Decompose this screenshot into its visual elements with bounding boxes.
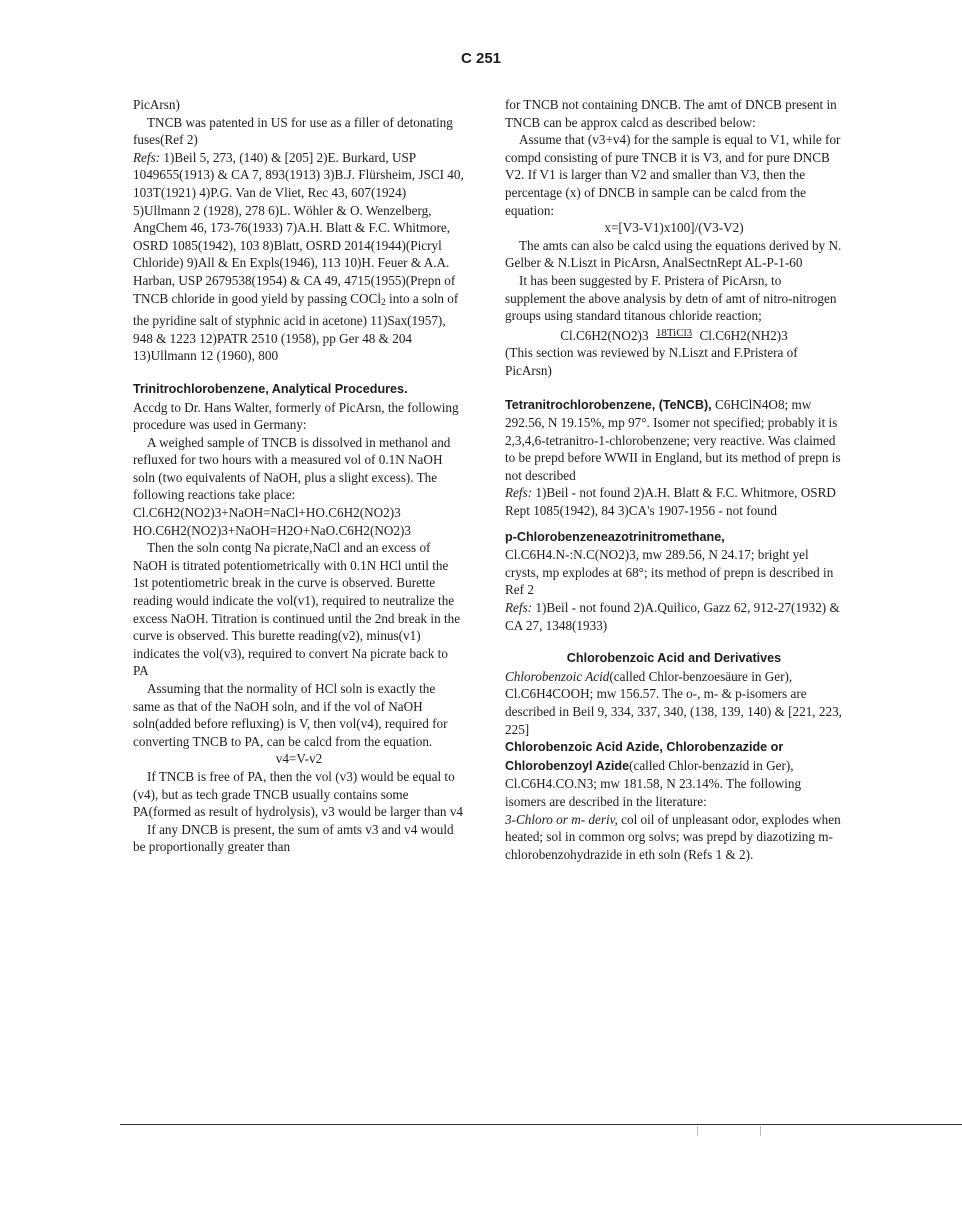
right-column xyxy=(505,96,843,863)
references: Refs: 1)Beil - not found 2)A.Quilico, Gazz 62, 912-27(1932) & CA 27, 1348(1933) xyxy=(505,600,840,633)
paragraph: If any DNCB is present, the sum of amts v3 and v4 would be proportionally greater than xyxy=(133,821,454,855)
entry-tencb: Tetranitrochlorobenzene, (TeNCB), C6HClN4O8; mw 292.56, N 19.15%, mp 97°. Isomer not specified; probably it is 2,3,4,6-tetranitro-1-chlorobenzene; very reactive. Was claimed to be prepd before WWII in England, but its method of prepn is not described xyxy=(505,396,841,483)
footer-tick xyxy=(697,1126,698,1136)
equation: v4=V-v2 xyxy=(275,751,323,767)
reaction-arrow: 18TiCl3 xyxy=(655,326,693,339)
entry-azide: Chlorobenzoic Acid Azide, Chlorobenzazide or Chlorobenzoyl Azide(called Chlor-benzazid in Ger), Cl.C6H4.CO.N3; mw 181.58, N 23.14%. The following isomers are described in the literature: xyxy=(505,740,802,809)
equation: x=[V3-V1)x100]/(V3-V2) xyxy=(604,220,744,236)
paragraph: Assuming that the normality of HCl soln is exactly the same as that of the NaOH soln, and if the vol of NaOH soln(added before refluxing) is V, then vol(v4), required for converting TNCB to PA, can be calcd from the equation. xyxy=(133,681,448,749)
paragraph: Accdg to Dr. Hans Walter, formerly of PicArsn, the following procedure was used in Germany: xyxy=(133,399,459,433)
paragraph: A weighed sample of TNCB is dissolved in methanol and refluxed for two hours with a measured vol of 0.1N NaOH soln (two equivalents of NaOH, plus a slight excess). The following reactions take place: xyxy=(133,434,451,503)
paragraph: (This section was reviewed by N.Liszt and F.Pristera of PicArsn) xyxy=(505,345,798,378)
entry-title: Chlorobenzoic Acid Azide, Chlorobenzazide or Chlorobenzoyl Azide xyxy=(505,740,784,773)
references: Refs: 1)Beil 5, 273, (140) & [205] 2)E. Burkard, USP 1049655(1913) & CA 7, 893(1913) 3)B.J. Flürsheim, JSCI 40, 103T(1921) 4)P.G. Van de Vliet, Rec 43, 607(1924) 5)Ullmann 2 (1928), 278 6)L. Wöhler & O. Wenzelberg, AngChem 46, 173-76(1933) 7)A.H. Blatt & F.C. Whitmore, OSRD 1085(1942), 103 8)Blatt, OSRD 2014(1944)(Picryl Chloride) 9)All & En Expls(1946), 113 10)H. Feuer & A.A. Harban, USP 2679538(1954) & CA 49, 4715(1955)(Prepn of TNCB chloride in good yield by passing COCl$_2$ into a soln of the pyridine salt of styphnic acid in acetone) 11)Sax(1957), 948 & 1223 12)PATR 2510 (1958), pp Ger 48 & 204 13)Ullmann 12 (1960), 800 xyxy=(133,149,464,364)
titanous-equation: Cl.C6H2(NO2)3 18TiCl3 Cl.C6H2(NH2)3 xyxy=(560,326,788,343)
footer-tick xyxy=(760,1126,761,1136)
paragraph: It has been suggested by F. Pristera of PicArsn, to supplement the above analysis by detn of amt of nitro-nitrogen groups using standard titanous chloride reaction; xyxy=(505,272,837,324)
left-column xyxy=(133,96,465,856)
section-heading: Chlorobenzoic Acid and Derivatives xyxy=(566,651,782,666)
equation: Cl.C6H2(NO2)3+NaOH=NaCl+HO.C6H2(NO2)3 xyxy=(133,505,401,521)
entry-cba: Chlorobenzoic Acid(called Chlor-benzoesäure in Ger), Cl.C6H4COOH; mw 156.57. The o-, m- & p-isomers are described in Beil 9, 334, 337, 340, (138, 139, 140) & [221, 223, 225] xyxy=(505,668,842,737)
continuation-text: PicArsn) xyxy=(133,97,180,112)
entry-title: Tetranitrochlorobenzene, (TeNCB), xyxy=(505,397,712,412)
section-title: Trinitrochlorobenzene, Analytical Procedures. xyxy=(133,381,408,396)
paragraph: Then the soln contg Na picrate,NaCl and an excess of NaOH is titrated potentiometrically with 0.1N HCl until the 1st potentiometric break in the curve is observed. Burette reading would indicate the vol(v1), required to neutralize the excess NaOH. Titration is continued until the 2nd break in the curve is observed. This burette reading(v2), minus(v1) indicates the vol(v3), required to convert Na picrate back to PA xyxy=(133,540,461,679)
paragraph: The amts can also be calcd using the equations derived by N. Gelber & N.Liszt in PicArsn, AnalSectnRept AL-P-1-60 xyxy=(505,237,842,271)
paragraph: If TNCB is free of PA, then the vol (v3) would be equal to (v4), but as tech grade TNCB usually contains some PA(formed as result of hydrolysis), v3 would be larger than v4 xyxy=(133,768,464,820)
paragraph: for TNCB not containing DNCB. The amt of DNCB present in TNCB can be approx calcd as described below: xyxy=(505,97,837,130)
equation: HO.C6H2(NO2)3+NaOH=H2O+NaO.C6H2(NO2)3 xyxy=(133,522,411,538)
entry-isomer: 3-Chloro or m- deriv, col oil of unpleasant odor, explodes when heated; sol in common org solvs; was prepd by diazotizing m-chlorobenzohydrazide in eth soln (Refs 1 & 2). xyxy=(505,811,841,862)
paragraph: TNCB was patented in US for use as a filler of detonating fuses(Ref 2) xyxy=(133,114,453,148)
entry-title: p-Chlorobenzeneazotrinitromethane, xyxy=(505,529,725,544)
paragraph: Assume that (v3+v4) for the sample is equal to V1, while for compd consisting of pure TNCB it is V3, and for pure DNCB V2. If V1 is larger than V2 and smaller than V3, then the percentage (x) of DNCB in sample can be calcd from the equation: xyxy=(505,132,841,218)
footer-rule xyxy=(120,1124,962,1125)
references: Refs: 1)Beil - not found 2)A.H. Blatt & F.C. Whitmore, OSRD Rept 1085(1942), 84 3)CA's 1907-1956 - not found xyxy=(505,485,836,519)
entry-pcb: p-Chlorobenzeneazotrinitromethane, Cl.C6H4.N-:N.C(NO2)3, mw 289.56, N 24.17; bright yel crysts, mp explodes at 68°; its method of prepn is described in Ref 2 xyxy=(505,529,834,598)
refs-label: Refs: xyxy=(133,149,161,165)
page-number-header: C 251 xyxy=(460,50,502,67)
